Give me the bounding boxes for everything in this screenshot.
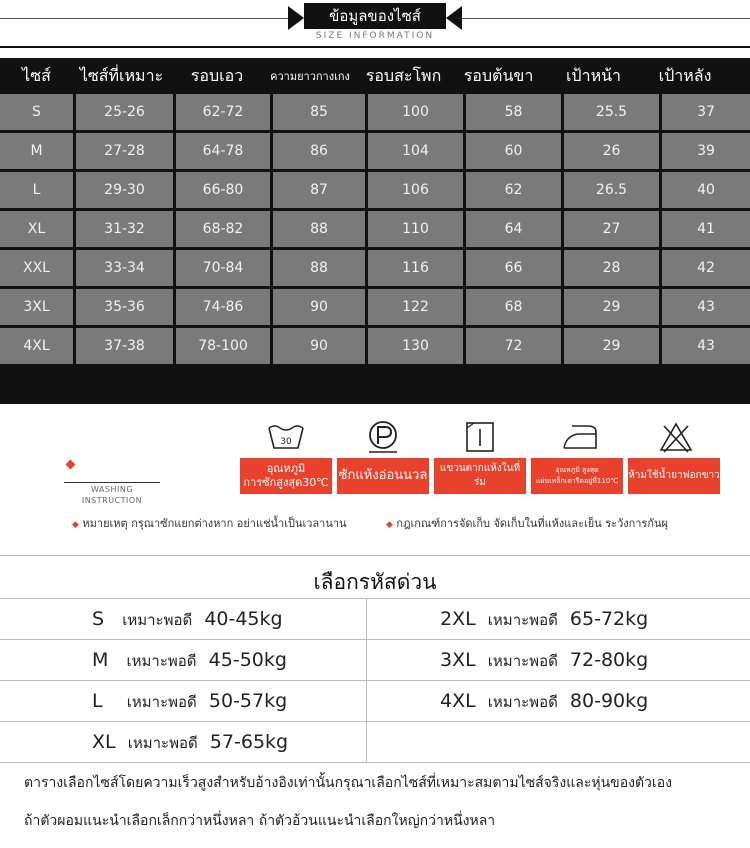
size-cell: 29 [564, 328, 659, 364]
quick-fit-label: เหมาะพอดี [487, 652, 558, 670]
size-cell: 3XL [0, 289, 73, 325]
quick-range: 40-45kg [204, 608, 283, 630]
size-cell: 68-82 [176, 211, 270, 247]
size-cell: 60 [466, 133, 561, 169]
column-header: ความยาวกางเกง [270, 70, 350, 83]
size-cell: 62 [466, 172, 561, 208]
size-cell: XL [0, 211, 73, 247]
badge-line: การซักสูงสุด30℃ [243, 476, 329, 489]
header-rule [0, 46, 750, 48]
care-note-left [72, 514, 347, 532]
size-cell: 33-34 [76, 250, 173, 286]
badge-line: แผ่นเหล็กเตารีดอยู่ที่110℃ [535, 477, 619, 485]
size-row [0, 250, 750, 286]
size-row [0, 289, 750, 325]
size-cell: 106 [368, 172, 463, 208]
size-cell: 28 [564, 250, 659, 286]
size-cell: 26.5 [564, 172, 659, 208]
quick-size: 2XL [440, 608, 476, 630]
size-cell: 58 [466, 94, 561, 130]
size-cell: 29 [564, 289, 659, 325]
size-cell: 35-36 [76, 289, 173, 325]
size-cell: 86 [273, 133, 365, 169]
size-cell: 27 [564, 211, 659, 247]
washing-section [0, 404, 750, 554]
size-table-body [0, 94, 750, 367]
size-cell: 100 [368, 94, 463, 130]
header-line-right [462, 18, 750, 19]
badge-line: ห้ามใช้น้ำยาฟอกขาว [628, 470, 720, 481]
quick-size: 3XL [440, 649, 476, 671]
quick-fit-label: เหมาะพอดี [487, 693, 558, 711]
header-line-left [0, 18, 288, 19]
size-cell: 37-38 [76, 328, 173, 364]
quick-cell [92, 722, 288, 762]
wash-30-icon [266, 420, 306, 454]
size-cell: M [0, 133, 73, 169]
badge-line: อุณหภูมิ สูงสุด [555, 466, 599, 474]
size-cell: 78-100 [176, 328, 270, 364]
quick-row [0, 721, 750, 763]
size-cell: 130 [368, 328, 463, 364]
size-cell: 42 [662, 250, 750, 286]
quick-divider [366, 722, 367, 762]
care-note-right [386, 514, 668, 532]
care-note-left-text: หมายเหตุ กรุณาซักแยกต่างหาก อย่าแช่น้ำเป็นเวลานาน [82, 517, 347, 530]
red-diamond-icon: ◆ [386, 520, 393, 530]
size-cell: 68 [466, 289, 561, 325]
size-cell: 104 [368, 133, 463, 169]
dry-clean-badge [337, 458, 429, 494]
iron-badge [531, 458, 623, 494]
size-cell: 88 [273, 211, 365, 247]
size-cell: 88 [273, 250, 365, 286]
quick-range: 57-65kg [209, 731, 289, 753]
washing-label [64, 484, 160, 506]
size-cell: 27-28 [76, 133, 173, 169]
iron-icon [560, 420, 600, 454]
size-table-header [0, 58, 750, 94]
quick-row [0, 680, 750, 721]
size-cell: L [0, 172, 73, 208]
size-cell: 43 [662, 328, 750, 364]
size-cell: 87 [273, 172, 365, 208]
size-table [0, 58, 750, 404]
quick-row [0, 598, 750, 639]
quick-range: 50-57kg [208, 690, 288, 712]
wash-temp-text: 30 [280, 437, 292, 447]
size-info-header [0, 0, 750, 60]
size-cell: 25-26 [76, 94, 173, 130]
badge-line: อุณหภูมิ [266, 462, 306, 475]
washing-label-line2: INSTRUCTION [81, 496, 143, 505]
wash-temp-badge [240, 458, 332, 494]
quick-range: 72-80kg [569, 649, 649, 671]
header-arrow-right-icon [446, 6, 462, 30]
quick-cell [440, 640, 648, 680]
no-bleach-icon [656, 420, 696, 454]
hang-dry-icon [460, 420, 500, 454]
dry-clean-p-icon [363, 420, 403, 454]
size-cell: 110 [368, 211, 463, 247]
quick-fit-label: เหมาะพอดี [127, 734, 198, 752]
size-cell: 85 [273, 94, 365, 130]
quick-size: XL [92, 731, 116, 753]
quick-fit-label: เหมาะพอดี [126, 693, 197, 711]
size-cell: 29-30 [76, 172, 173, 208]
quick-divider [366, 640, 367, 680]
quick-size: 4XL [440, 690, 476, 712]
quick-range: 65-72kg [569, 608, 649, 630]
size-cell: 66 [466, 250, 561, 286]
header-arrow-left-icon [288, 6, 304, 30]
quick-cell [92, 599, 283, 639]
quick-range: 45-50kg [208, 649, 287, 671]
quick-size: S [92, 608, 105, 630]
size-cell: 74-86 [176, 289, 270, 325]
size-row [0, 211, 750, 247]
size-row [0, 133, 750, 169]
size-cell: 90 [273, 328, 365, 364]
quick-fit-label: เหมาะพอดี [487, 611, 558, 629]
no-bleach-badge [628, 458, 720, 494]
footer-note-line2: ถ้าตัวผอมแนะนำเลือกเล็กกว่าหนึ่งหลา ถ้าตัวอ้วนแนะนำเลือกใหญ่กว่าหนึ่งหลา [24, 813, 496, 829]
size-cell: 39 [662, 133, 750, 169]
size-cell: 4XL [0, 328, 73, 364]
quick-divider [366, 681, 367, 721]
size-row [0, 328, 750, 364]
quick-size: M [92, 649, 109, 671]
column-header: ไซส์ที่เหมาะ [79, 65, 164, 85]
quick-select-title: เลือกรหัสด่วน [313, 570, 437, 594]
quick-fit-label: เหมาะพอดี [126, 652, 197, 670]
size-cell: 66-80 [176, 172, 270, 208]
size-cell: 31-32 [76, 211, 173, 247]
page-subtitle: SIZE INFORMATION [315, 31, 435, 41]
column-header: ไซส์ [22, 65, 51, 85]
size-cell: 90 [273, 289, 365, 325]
page-title: ข้อมูลของไซส์ [304, 3, 446, 29]
size-row [0, 172, 750, 208]
size-cell: 43 [662, 289, 750, 325]
quick-size: L [92, 690, 103, 712]
size-row [0, 94, 750, 130]
column-header: รอบสะโพก [365, 65, 442, 85]
quick-cell [440, 599, 648, 639]
washing-label-line1: WASHING [90, 485, 134, 494]
badge-line: ซักแห้งอ่อนนวล [338, 468, 428, 483]
size-cell: 70-84 [176, 250, 270, 286]
quick-cell [92, 681, 287, 721]
washing-underline [64, 482, 160, 483]
size-cell: 116 [368, 250, 463, 286]
hang-dry-badge [434, 458, 526, 494]
quick-cell [92, 640, 287, 680]
column-header: รอบต้นขา [463, 65, 534, 85]
column-header: เป้าหน้า [565, 65, 622, 85]
quick-row [0, 639, 750, 680]
size-cell: 122 [368, 289, 463, 325]
column-header: รอบเอว [190, 65, 244, 85]
size-cell: 37 [662, 94, 750, 130]
quick-range: 80-90kg [569, 690, 649, 712]
care-note-right-text: กฎเกณฑ์การจัดเก็บ จัดเก็บในที่แห้งและเย็น ระวังการกันผุ [396, 517, 668, 530]
size-cell: 40 [662, 172, 750, 208]
red-diamond-icon: ◆ [72, 520, 79, 530]
size-cell: 26 [564, 133, 659, 169]
section-divider [0, 555, 750, 556]
red-diamond-icon [66, 460, 76, 470]
badge-line: แขวนตากแห้งในที่ร่ม [439, 463, 521, 488]
size-cell: 64-78 [176, 133, 270, 169]
size-cell: XXL [0, 250, 73, 286]
size-cell: 62-72 [176, 94, 270, 130]
quick-fit-label: เหมาะพอดี [122, 611, 193, 629]
quick-cell [440, 681, 648, 721]
quick-select-table [0, 598, 750, 763]
size-cell: 25.5 [564, 94, 659, 130]
footer-note-line1: ตารางเลือกไซส์โดยความเร็วสูงสำหรับอ้างอิงเท่านั้นกรุณาเลือกไซส์ที่เหมาะสมตามไซส์จริงและหุ่นของตัวเอง [24, 775, 672, 791]
column-header: เป้าหลัง [658, 65, 712, 85]
size-cell: 64 [466, 211, 561, 247]
quick-divider [366, 599, 367, 639]
size-cell: 72 [466, 328, 561, 364]
size-cell: S [0, 94, 73, 130]
size-cell: 41 [662, 211, 750, 247]
